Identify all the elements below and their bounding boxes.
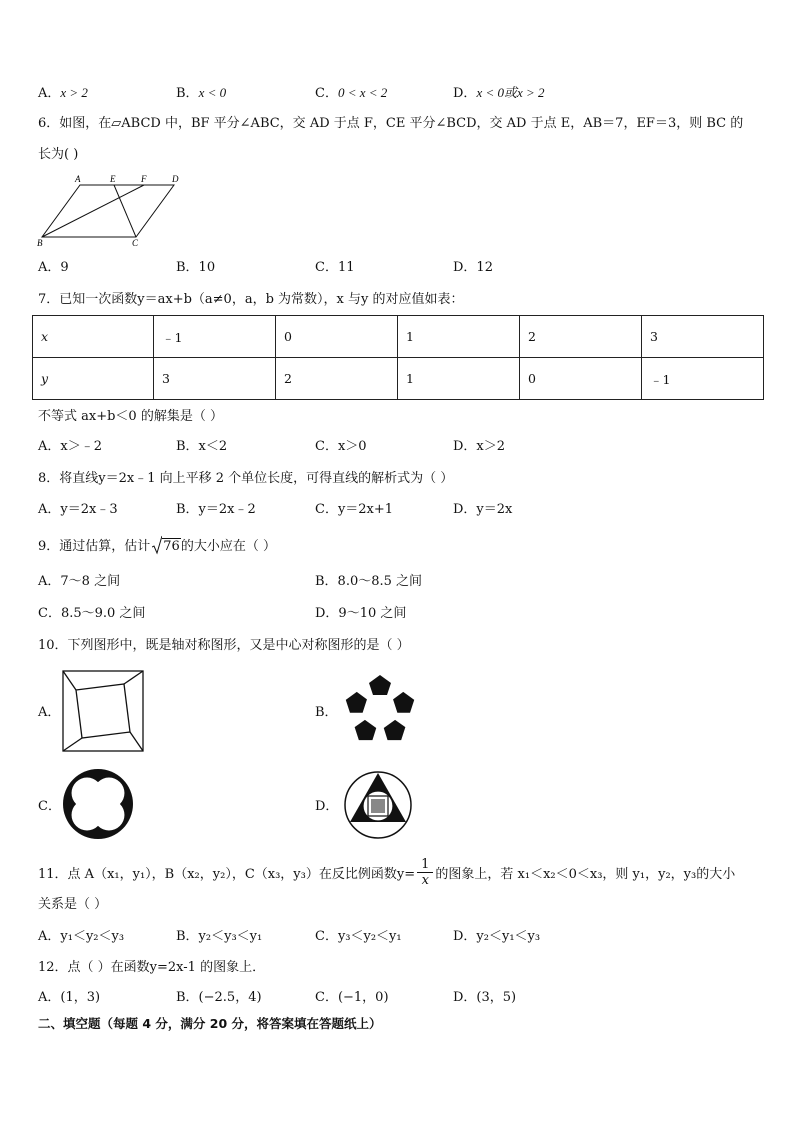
q12-stem: 12．点（ ）在函数y=2x-1 的图象上． xyxy=(38,960,266,975)
q6-option-a: A．9 xyxy=(38,260,69,275)
q7-option-b: B．x＜2 xyxy=(176,439,228,454)
q11-option-a: A．y₁＜y₂＜y₃ xyxy=(38,929,125,944)
q10-figure-a-square-icon xyxy=(62,670,144,752)
q11-option-b: B．y₂＜y₃＜y₁ xyxy=(176,929,263,944)
q5-option-c xyxy=(315,84,387,103)
q7-sub-question: 不等式 ax+b＜0 的解集是（ ） xyxy=(38,409,223,424)
q12-option-b: B．(−2.5，4) xyxy=(176,990,262,1005)
label-f: F xyxy=(141,174,147,184)
sqrt-expression xyxy=(152,538,181,556)
q11-stem-post: 的图象上，若 x₁＜x₂＜0＜x₃，则 y₁，y₂，y₃的大小 xyxy=(435,867,736,882)
q6-stem: 6．如图，在▱ABCD 中，BF 平分∠ABC，交 AD 于点 F，CE 平分∠BCD，交 AD 于点 E，AB＝7，EF＝3，则 BC 的 xyxy=(38,116,744,131)
label-d: D xyxy=(172,174,179,184)
q7-value-table xyxy=(32,315,764,400)
q6-stem-line2: 长为( ) xyxy=(38,147,79,162)
table-cell: x xyxy=(33,316,154,358)
q12-option-d: D．(3，5) xyxy=(453,990,517,1005)
parallelogram-abcd xyxy=(42,185,174,237)
q8-option-b: B．y＝2x﹣2 xyxy=(176,502,256,517)
q10-stem: 10．下列图形中，既是轴对称图形，又是中心对称图形的是（ ） xyxy=(38,638,410,653)
q11-stem-line2: 关系是（ ） xyxy=(38,897,108,912)
table-row-y xyxy=(33,358,764,400)
q10-figure-b-pentagons-icon xyxy=(342,673,418,749)
option-text: x < 0 xyxy=(198,85,227,100)
q10-figure-d-triangle-circle-icon xyxy=(343,770,413,840)
table-cell: 0 xyxy=(276,316,398,358)
q11-option-d: D．y₂＜y₁＜y₃ xyxy=(453,929,541,944)
q7-stem: 7．已知一次函数y＝ax+b（a≠0，a，b 为常数），x 与y 的对应值如表： xyxy=(38,292,464,307)
option-text: 0 < x < 2 xyxy=(337,85,388,100)
q10-option-d-label: D． xyxy=(315,799,339,814)
table-cell: 1 xyxy=(398,358,520,400)
fraction xyxy=(417,857,433,888)
radical-sign-icon xyxy=(152,535,162,555)
table-cell: 2 xyxy=(520,316,642,358)
q9-option-c: C．8.5～9.0 之间 xyxy=(38,606,146,621)
q11-option-c: C．y₃＜y₂＜y₁ xyxy=(315,929,402,944)
q6-option-d: D．12 xyxy=(453,260,493,275)
option-text: x < 0或x > 2 xyxy=(476,85,545,100)
q6-parallelogram-figure xyxy=(36,173,186,249)
table-row-x xyxy=(33,316,764,358)
q9-stem-post: 的大小应在（ ） xyxy=(180,539,276,554)
q5-option-a xyxy=(38,84,88,103)
table-cell: ﹣1 xyxy=(642,358,764,400)
table-cell: 1 xyxy=(398,316,520,358)
section-heading: 二、填空题（每题 4 分，满分 20 分，将答案填在答题纸上） xyxy=(38,1016,382,1031)
table-cell: ﹣1 xyxy=(154,316,276,358)
q5-option-b xyxy=(176,84,226,103)
q9-option-b: B．8.0～8.5 之间 xyxy=(315,574,423,589)
option-label: D． xyxy=(453,86,477,101)
radicand: 76 xyxy=(163,539,180,554)
q5-option-d xyxy=(453,84,545,103)
q11-stem-pre: 11．点 A（x₁，y₁），B（x₂，y₂），C（x₃，y₃）在反比例函数y= xyxy=(38,867,416,882)
option-label: C． xyxy=(315,86,338,101)
q10-option-c-label: C． xyxy=(38,799,61,814)
table-cell: 3 xyxy=(642,316,764,358)
q7-option-d: D．x＞2 xyxy=(453,439,506,454)
option-label: B． xyxy=(176,86,199,101)
q9-stem xyxy=(38,538,276,556)
q7-option-c: C．x＞0 xyxy=(315,439,367,454)
q8-option-d: D．y＝2x xyxy=(453,502,513,517)
q9-option-d: D．9～10 之间 xyxy=(315,606,407,621)
line-ce xyxy=(114,185,136,237)
q10-option-a-label: A． xyxy=(38,705,61,720)
q9-stem-pre: 9．通过估算，估计 xyxy=(38,539,151,554)
q8-option-c: C．y＝2x+1 xyxy=(315,502,394,517)
table-cell: 2 xyxy=(276,358,398,400)
q12-option-c: C．(−1，0) xyxy=(315,990,389,1005)
q8-stem: 8．将直线y＝2x﹣1 向上平移 2 个单位长度，可得直线的解析式为（ ） xyxy=(38,471,454,486)
q11-stem xyxy=(38,859,735,890)
q12-option-a: A．(1，3) xyxy=(38,990,101,1005)
option-label: A． xyxy=(38,86,61,101)
q7-option-a: A．x＞﹣2 xyxy=(38,439,102,454)
table-cell: 0 xyxy=(520,358,642,400)
q9-option-a: A．7～8 之间 xyxy=(38,574,121,589)
label-b: B xyxy=(37,238,43,248)
q6-option-c: C．11 xyxy=(315,260,355,275)
q6-option-b: B．10 xyxy=(176,260,216,275)
q10-option-b-label: B． xyxy=(315,705,338,720)
fraction-denominator: x xyxy=(421,873,429,888)
label-a: A xyxy=(75,174,81,184)
fraction-numerator: 1 xyxy=(417,857,433,873)
q10-figure-c-circle-petals-icon xyxy=(62,768,134,840)
line-bf xyxy=(42,185,144,237)
table-cell: y xyxy=(33,358,154,400)
label-e: E xyxy=(110,174,116,184)
option-text: x > 2 xyxy=(60,85,88,100)
table-cell: 3 xyxy=(154,358,276,400)
label-c: C xyxy=(132,238,139,248)
q8-option-a: A．y＝2x﹣3 xyxy=(38,502,118,517)
